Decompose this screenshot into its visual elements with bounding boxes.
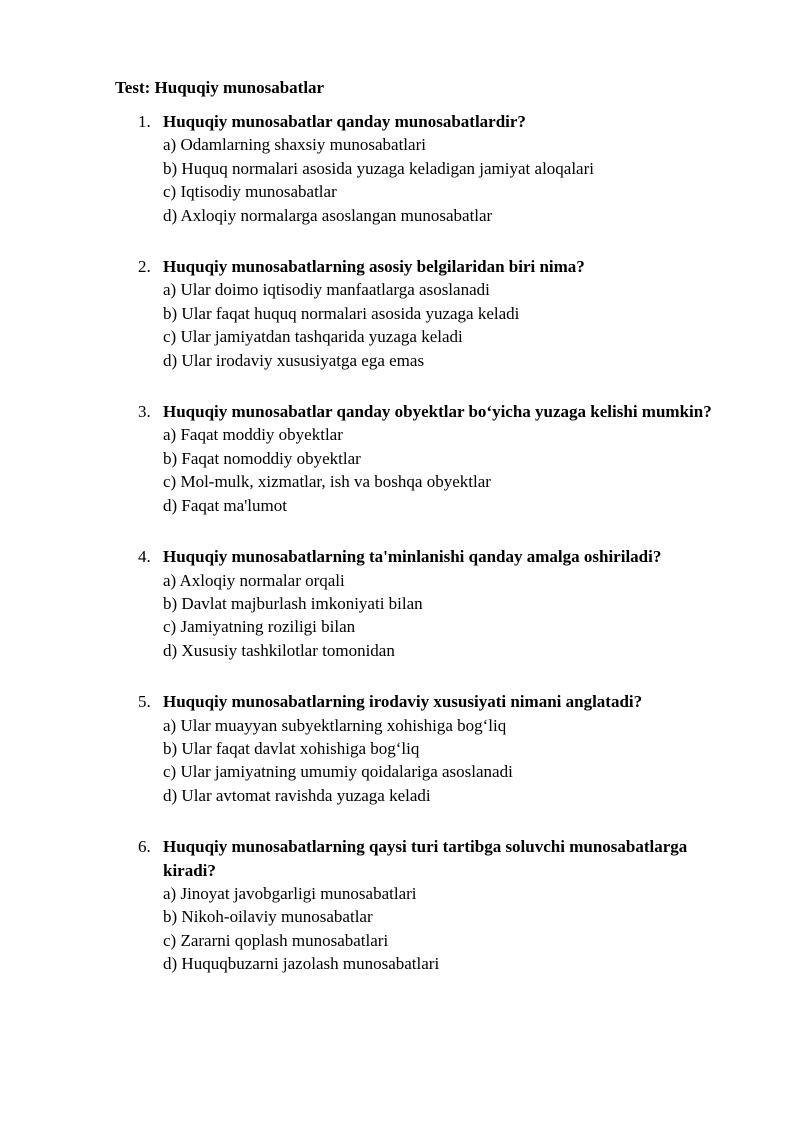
question-number: 2.: [138, 257, 151, 277]
answer-option-d: d) Xususiy tashkilotlar tomonidan: [163, 640, 395, 660]
answer-option-b: b) Nikoh-oilaviy munosabatlar: [163, 907, 373, 927]
answer-option-a: a) Jinoyat javobgarligi munosabatlari: [163, 883, 417, 903]
question-text: Huquqiy munosabatlarning qaysi turi tartibga soluvchi munosabatlarga kiradi?: [163, 837, 688, 880]
answer-option-a: a) Odamlarning shaxsiy munosabatlari: [163, 135, 426, 155]
answer-option-a: a) Ular doimo iqtisodiy manfaatlarga asoslanadi: [163, 280, 490, 300]
answer-option-b: b) Davlat majburlash imkoniyati bilan: [163, 593, 423, 613]
question-6: [0, 835, 800, 975]
answer-option-c: c) Mol-mulk, xizmatlar, ish va boshqa obyektlar: [163, 472, 491, 492]
answer-option-d: d) Huquqbuzarni jazolash munosabatlari: [163, 954, 440, 974]
answer-option-c: c) Zararni qoplash munosabatlari: [163, 930, 389, 950]
answer-option-a: a) Ular muayyan subyektlarning xohishiga bog‘liq: [163, 715, 507, 735]
question-body: [163, 545, 733, 662]
answer-option-b: b) Ular faqat davlat xohishiga bog‘liq: [163, 738, 420, 758]
question-text: Huquqiy munosabatlarning asosiy belgilaridan biri nima?: [163, 257, 585, 277]
answer-option-b: b) Ular faqat huquq normalari asosida yuzaga keladi: [163, 303, 520, 323]
answer-option-b: b) Huquq normalari asosida yuzaga keladigan jamiyat aloqalari: [163, 158, 594, 178]
question-text: Huquqiy munosabatlarning ta'minlanishi qanday amalga oshiriladi?: [163, 547, 662, 567]
answer-option-a: a) Faqat moddiy obyektlar: [163, 425, 343, 445]
answer-option-c: c) Ular jamiyatdan tashqarida yuzaga keladi: [163, 327, 463, 347]
answer-option-d: d) Ular avtomat ravishda yuzaga keladi: [163, 785, 431, 805]
answer-option-d: d) Faqat ma'lumot: [163, 495, 287, 515]
question-text: Huquqiy munosabatlar qanday munosabatlardir?: [163, 112, 526, 131]
question-body: [163, 400, 733, 517]
question-body: [163, 255, 733, 372]
answer-option-c: c) Iqtisodiy munosabatlar: [163, 182, 337, 202]
question-2: [0, 255, 800, 372]
question-4: [0, 545, 800, 662]
question-body: [163, 110, 733, 227]
question-3: [0, 400, 800, 517]
question-text: Huquqiy munosabatlarning irodaviy xususiyati nimani anglatadi?: [163, 692, 643, 712]
question-body: [163, 690, 733, 807]
question-number: 1.: [138, 112, 151, 131]
page-title: Test: Huquqiy munosabatlar: [115, 78, 325, 97]
question-number: 6.: [138, 837, 151, 857]
question-number: 3.: [138, 402, 151, 422]
answer-option-a: a) Axloqiy normalar orqali: [163, 570, 345, 590]
question-1: [0, 110, 800, 227]
question-list: [0, 110, 800, 1004]
answer-option-c: c) Ular jamiyatning umumiy qoidalariga asoslanadi: [163, 762, 513, 782]
answer-option-d: d) Axloqiy normalarga asoslangan munosabatlar: [163, 205, 493, 225]
question-5: [0, 690, 800, 807]
question-body: [163, 835, 733, 975]
answer-option-b: b) Faqat nomoddiy obyektlar: [163, 448, 361, 468]
question-number: 4.: [138, 547, 151, 567]
question-number: 5.: [138, 692, 151, 712]
question-text: Huquqiy munosabatlar qanday obyektlar bo‘yicha yuzaga kelishi mumkin?: [163, 402, 712, 422]
answer-option-c: c) Jamiyatning roziligi bilan: [163, 617, 356, 637]
answer-option-d: d) Ular irodaviy xususiyatga ega emas: [163, 350, 425, 370]
